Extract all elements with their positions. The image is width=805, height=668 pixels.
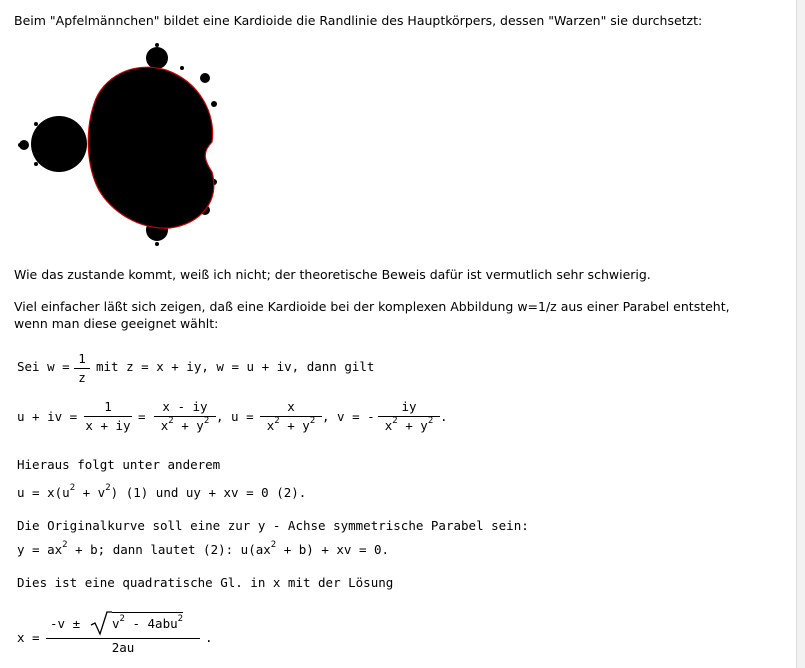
eq1-numerator: 1 xyxy=(78,351,86,366)
eq2-sep-u: , u = xyxy=(216,409,254,424)
eq2-fraction-1 xyxy=(84,399,132,434)
eq5-lhs: x = xyxy=(17,630,40,645)
text-quadratische: Dies ist eine quadratische Gl. in x mit der Lösung xyxy=(17,575,394,590)
paragraph-simpler-line1: Viel einfacher läßt sich zeigen, daß eine Kardioide bei der komplexen Abbildung w=1/z aus einer Parabel entsteht, xyxy=(14,299,730,314)
eq5-numerator xyxy=(46,610,200,634)
eq1-denominator: z xyxy=(78,370,86,385)
eq2-fraction-2 xyxy=(154,399,216,434)
paragraph-simpler-line2: wenn man diese geeignet wählt: xyxy=(14,316,219,331)
eq4: $y = ax^2 + b$; dann lautet (2): $u(ax^2 + b)$ + xv = 0. xyxy=(17,539,390,557)
eq2-f2-denominator: $x^2 + y^2$ xyxy=(160,415,210,433)
mandelbrot-figure xyxy=(14,42,224,248)
eq2-f3-numerator: x xyxy=(287,399,295,414)
eq2-fraction-4 xyxy=(378,399,440,434)
sqrt-sign-icon xyxy=(90,610,112,636)
text-hieraus: Hieraus folgt unter anderem xyxy=(17,457,221,472)
top-bulb xyxy=(146,47,168,69)
eq2-end: . xyxy=(440,409,448,424)
eq2-lhs: u + iv = xyxy=(17,409,78,424)
eq5-fraction xyxy=(46,610,200,657)
eq2-f3-denominator: $x^2 + y^2$ xyxy=(266,415,316,433)
eq2-sep-v: , v = - xyxy=(322,409,375,424)
intro-text: Beim "Apfelmännchen" bildet eine Kardioide die Randlinie des Hauptkörpers, dessen "Warzen" sie durchsetzt: xyxy=(14,13,703,28)
eq2-f4-numerator: iy xyxy=(401,399,417,414)
eq2-f4-denominator: $x^2 + y^2$ xyxy=(384,415,434,433)
period2-bulb xyxy=(31,116,87,172)
eq5-denominator: 2au xyxy=(111,640,135,655)
eq2-equals: = xyxy=(138,409,146,424)
eq2-f1-numerator: 1 xyxy=(104,399,112,414)
eq3: $u = x(u^2 + v^2)$ (1) und uy + xv = 0 (2). xyxy=(17,482,307,500)
eq1-fraction xyxy=(74,351,90,386)
paragraph-origin: Wie das zustande kommt, weiß ich nicht; der theoretische Beweis dafür ist vermutlich sehr schwierig. xyxy=(14,267,651,282)
main-cardioid xyxy=(88,67,214,228)
eq5-radicand: $v^2 - 4abu^2$ xyxy=(112,613,184,631)
scrollbar-track[interactable] xyxy=(796,0,805,668)
eq1-lhs: Sei w = xyxy=(17,359,70,374)
eq5-end: . xyxy=(205,630,213,645)
eq5-numerator-text: -v ± xyxy=(50,616,81,631)
eq1-rhs: mit z = x + iy, w = u + iv, dann gilt xyxy=(96,359,375,374)
eq2-fraction-3 xyxy=(260,399,322,434)
text-originalkurve: Die Originalkurve soll eine zur y - Achse symmetrische Parabel sein: xyxy=(17,518,529,533)
bottom-bulb xyxy=(146,219,168,241)
eq2-f2-numerator: x - iy xyxy=(162,399,208,414)
eq2-f1-denominator: x + iy xyxy=(85,418,131,433)
